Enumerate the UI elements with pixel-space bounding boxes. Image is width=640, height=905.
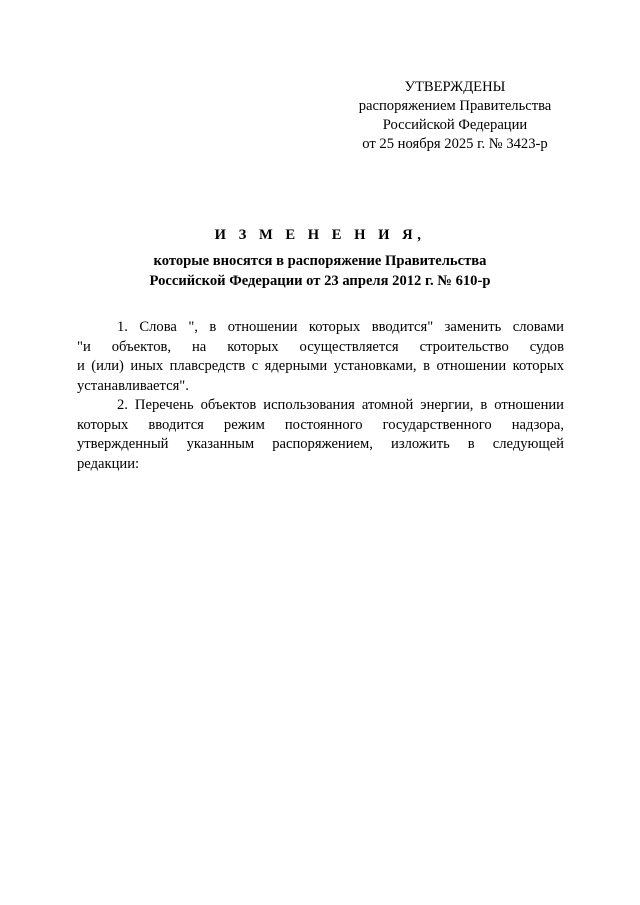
document-body [77, 318, 564, 474]
heading-title: И З М Е Н Е Н И Я, [214, 227, 426, 243]
paragraph-2 [77, 396, 564, 474]
paragraph-2-line: редакции: [77, 455, 140, 472]
approval-date-number: от 25 ноября 2025 г. № 3423-р [362, 136, 548, 152]
paragraph-2-line: 2. Перечень объектов использования атомной энергии, в отношении [117, 397, 564, 413]
document-heading [0, 225, 640, 291]
approval-line-2: распоряжением Правительства [358, 98, 552, 114]
heading-subtitle-line-1: которые вносятся в распоряжение Правительства [153, 253, 487, 269]
heading-subtitle-line-2: Российской Федерации от 23 апреля 2012 г. № 610-р [149, 273, 491, 289]
paragraph-1-line: "и объектов, на которых осуществляется строительство судов [77, 338, 564, 355]
paragraph-2-line: утвержденный указанным распоряжением, изложить в следующей [77, 436, 564, 452]
paragraph-1 [77, 318, 564, 396]
approval-line-3: Российской Федерации [382, 117, 528, 133]
paragraph-2-line: которых вводится режим постоянного государственного надзора, [77, 416, 564, 433]
approval-block [330, 78, 580, 154]
paragraph-1-line: 1. Слова ", в отношении которых вводится" заменить словами [117, 319, 564, 335]
approval-title: УТВЕРЖДЕНЫ [404, 79, 506, 95]
paragraph-1-line: устанавливается". [77, 377, 189, 394]
paragraph-1-line: и (или) иных плавсредств с ядерными установками, в отношении которых [77, 358, 564, 374]
